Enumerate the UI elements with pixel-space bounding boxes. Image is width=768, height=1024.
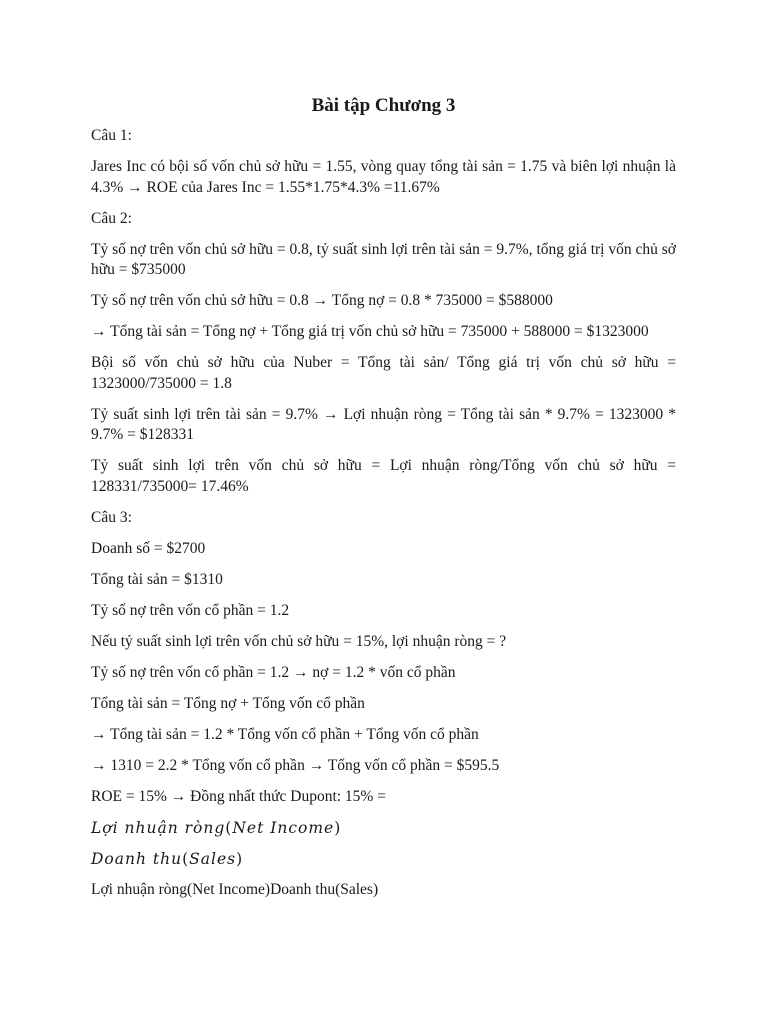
paragraph-cau2-total-debt: Tỷ số nợ trên vốn chủ sở hữu = 0.8 → Tổng nợ = 0.8 * 735000 = $588000	[91, 292, 553, 309]
math-paren-close: )	[236, 849, 244, 868]
math-paren-close: )	[334, 818, 342, 837]
math-inner: Net Income	[232, 818, 335, 837]
paragraph-cau2-equity-multiplier: Bội số vốn chủ sở hữu của Nuber = Tổng tài sản/ Tổng giá trị vốn chủ sở hữu = 1323000/735000 = 1.8	[91, 354, 676, 392]
math-inner: Sales	[189, 849, 237, 868]
paragraph-cau2-heading: Câu 2:	[91, 209, 132, 227]
paragraph-cau3-assets-expanded: → Tổng tài sản = 1.2 * Tổng vốn cổ phần + Tổng vốn cổ phần	[91, 725, 479, 743]
math-text: Lợi nhuận ròng	[91, 818, 226, 837]
math-paren-open: (	[182, 849, 190, 868]
paragraph-cau3-sales: Doanh số = $2700	[91, 539, 206, 557]
paragraph-cau2-net-income: Tỷ suất sinh lợi trên tài sản = 9.7% → Lợi nhuận ròng = Tổng tài sản * 9.7% = 1323000 * 9.7% = $128331	[91, 405, 676, 443]
paragraph-cau2-total-assets: → Tổng tài sản = Tổng nợ + Tổng giá trị vốn chủ sở hữu = 735000 + 588000 = $1323000	[91, 323, 649, 340]
paragraph-cau3-total-assets: Tổng tài sản = $1310	[91, 570, 223, 588]
paragraph-cau3-debt-equity: Tỷ số nợ trên vốn cổ phần = 1.2	[91, 601, 290, 619]
paragraph-cau3-assets-formula: Tổng tài sản = Tổng nợ + Tổng vốn cổ phần	[91, 694, 365, 712]
paragraph-cau3-equity-value: → 1310 = 2.2 * Tổng vốn cổ phần → Tổng vốn cổ phần = $595.5	[91, 756, 500, 774]
paragraph-cau2-given: Tỷ số nợ trên vốn chủ sở hữu = 0.8, tỷ suất sinh lợi trên tài sản = 9.7%, tổng giá trị vốn chủ sở hữu = $735000	[91, 240, 676, 278]
math-line-net-income	[91, 818, 676, 839]
math-line-sales	[91, 849, 676, 870]
math-text: Doanh thu	[91, 849, 183, 868]
paragraph-final-fraction-text: Lợi nhuận ròng(Net Income)Doanh thu(Sales)	[91, 880, 379, 898]
paragraph-cau2-roe: Tỷ suất sinh lợi trên vốn chủ sở hữu = Lợi nhuận ròng/Tổng vốn chủ sở hữu = 128331/735000= 17.46%	[91, 457, 676, 495]
document-title: Bài tập Chương 3	[311, 95, 456, 116]
paragraph-cau3-dupont: ROE = 15% → Đồng nhất thức Dupont: 15% =	[91, 787, 386, 805]
document-page	[91, 92, 676, 911]
math-paren-open: (	[225, 818, 233, 837]
paragraph-cau3-question: Nếu tỷ suất sinh lợi trên vốn chủ sở hữu = 15%, lợi nhuận ròng = ?	[91, 632, 507, 650]
paragraph-cau3-debt: Tỷ số nợ trên vốn cổ phần = 1.2 → nợ = 1.2 * vốn cổ phần	[91, 663, 456, 681]
paragraph-cau1-roe: Jares Inc có bội số vốn chủ sở hữu = 1.55, vòng quay tổng tài sản = 1.75 và biên lợi nhuận là 4.3% → ROE của Jares Inc = 1.55*1.75*4.3% =11.67%	[91, 158, 676, 196]
paragraph-cau3-heading: Câu 3:	[91, 508, 132, 526]
paragraph-cau1-heading: Câu 1:	[91, 127, 132, 144]
